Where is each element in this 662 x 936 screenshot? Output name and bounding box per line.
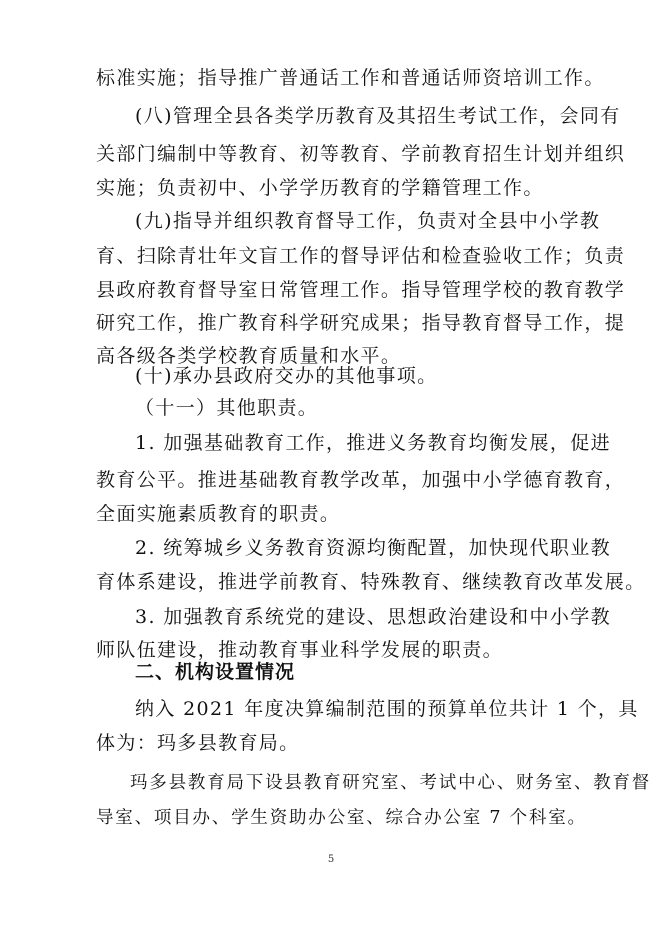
text-line: 体为：玛多县教育局。 — [96, 732, 300, 754]
text-line: 教育公平。推进基础教育教学改革，加强中小学德育教育， — [96, 469, 626, 491]
text-line: (八)管理全县各类学历教育及其招生考试工作，会同有 — [135, 105, 621, 127]
text-line: (九)指导并组织教育督导工作，负责对全县中小学教 — [135, 210, 601, 232]
text-line: 研究工作，推广教育科学研究成果；指导教育督导工作，提 — [96, 312, 626, 334]
text-line: 1. 加强基础教育工作，推进义务教育均衡发展，促进 — [135, 432, 611, 454]
text-line: 育、扫除青壮年文盲工作的督导评估和检查验收工作；负责 — [96, 245, 626, 267]
text-line: 标准实施；指导推广普通话工作和普通话师资培训工作。 — [96, 67, 605, 89]
text-line: 高各级各类学校教育质量和水平。 — [96, 345, 402, 367]
page-number: 5 — [327, 854, 335, 865]
text-line: 县政府教育督导室日常管理工作。指导管理学校的教育教学 — [96, 279, 626, 301]
text-line: （十一）其他职责。 — [135, 397, 319, 419]
text-line: 2. 统筹城乡义务教育资源均衡配置，加快现代职业教 — [135, 537, 611, 559]
text-line: 3. 加强教育系统党的建设、思想政治建设和中小学教 — [135, 606, 611, 628]
text-line: (十)承办县政府交办的其他事项。 — [135, 365, 438, 387]
text-line: 玛多县教育局下设县教育研究室、考试中心、财务室、教育督 — [130, 773, 652, 793]
text-line: 师队伍建设，推动教育事业科学发展的职责。 — [96, 639, 504, 661]
text-line: 实施；负责初中、小学学历教育的学籍管理工作。 — [96, 177, 544, 199]
text-line: 导室、项目办、学生资助办公室、综合办公室 7 个科室。 — [96, 808, 587, 828]
text-line: 育体系建设，推进学前教育、特殊教育、继续教育改革发展。 — [96, 571, 646, 593]
section-heading: 二、机构设置情况 — [135, 661, 296, 683]
text-line: 纳入 2021 年度决算编制范围的预算单位共计 1 个，具 — [135, 698, 639, 720]
text-line: 关部门编制中等教育、初等教育、学前教育招生计划并组织 — [96, 143, 626, 165]
text-line: 全面实施素质教育的职责。 — [96, 503, 341, 525]
